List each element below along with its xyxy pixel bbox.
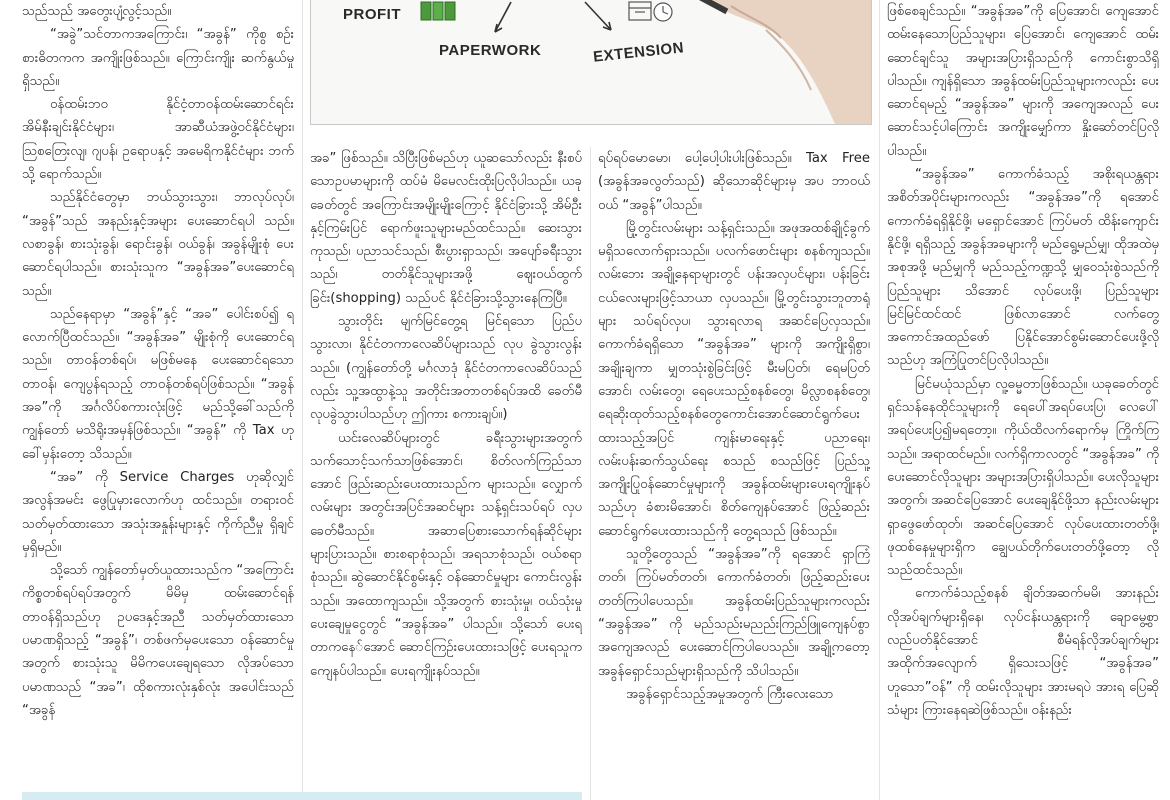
label-extension: EXTENSION <box>592 39 685 66</box>
label-paperwork: PAPERWORK <box>439 42 542 59</box>
column-divider <box>302 0 303 800</box>
paragraph: ဖြစ်စေချင်သည်။ “အခွန်အခ”ကို ပြေအောင်၊ ကျေအောင် ထမ်းနေသောပြည်သူများ၊ ပြေအောင်၊ ကျေအောင် ထမ်းဆောင်ချင်သူ အများအပြားရှိသည်ကို ကောင်းစွာသိရှိပါသည်။ ကျန်ရှိသော အခွန်ထမ်းပြည်သူများကလည်း ပေးဆောင်ရမည့် “အခွန်အခ” များကို အကျေအလည် ပေးဆောင်သင့်ပါကြောင်း အကျိုးမျှော်ကာ နှိုးဆော်တင်ပြလိုပါသည်။ <box>887 4 1159 159</box>
paragraph: မြင်မယုံသည်မှာ လူ့ဓမ္မတာဖြစ်သည်။ ယခုခေတ်တွင် ရှင်သန်နေထိုင်သူများကို ရေပေါ်အရပ်ပေးပြ၊ လေပေါ်အရပ်ပေးပြ၍မရတော့။ ကိုယ်ထိလက်ရောက်မှ ကြိုက်ကြသည်။ အရာထင်မည်။ လက်ရှိကာလတွင် “အခွန်အခ” ကို ပေးဆောင်လိုသူများ အများအပြားရှိပါသည်။ ပေးလိုသူများ အတွက်၊ အဆင်ပြေအောင် ပေးချေနိုင်ဖို့သာ နည်းလမ်းများ ရှာဖွေဖော်ထုတ်၊ အဆင်ပြေအောင် လုပ်ပေးထားတတ်ဖို့၊ ဖုထစ်နေမှုများရှိက ချွေပယ်တိုက်ပေးတတ်ဖို့တော့ လိုသည်ထင်သည်။ <box>887 376 1159 579</box>
paragraph: သည်သည် အတွေးပျံ့လွင့်သည်။ <box>22 4 172 19</box>
column-divider <box>879 0 880 800</box>
arrow-icon <box>495 2 611 32</box>
paragraph: သည်နိုင်ငံတွေမှာ ဘယ်သွားသွား၊ ဘာလုပ်လုပ်၊ “အခွန်”သည် အနည်းနှင့်အများ ပေးဆောင်ရပါ သည်။ လစာခွန်၊ စားသုံးခွန်၊ ရောင်းခွန်၊ ဝယ်ခွန်၊ အခွန်မျိုးစုံ ပေးဆောင်ရပါသည်။ စားသုံးသူက “အခွန်အခ”ပေးဆောင်ရသည်။ <box>22 190 294 299</box>
caption-bar <box>22 792 582 800</box>
paragraph: အခွန်ရှောင်သည့်အမှုအတွက် ကြီးလေးသော <box>626 686 834 702</box>
money-icon <box>421 2 455 20</box>
paragraph: သွားတိုင်း မျက်မြင်တွေ့ရ မြင်ရသော ပြည်ပသွားလာ၊ နိုင်ငံတကာလေဆိပ်များသည် လုပ ခွဲသွားလွန်းသည်။ (ကျွန်တော်တို့ မင်္ဂလာဒုံ နိုင်ငံတကာလေဆိပ်သည်လည်း သူ့အထွာနဲ့သူ အတိုင်းအတာတစ်ရပ်အထိ ခေတ်မီလုပခွဲသွားပါသည်ဟု ဤကား စကားချပ်။) <box>310 314 582 423</box>
paragraph: မြို့တွင်းလမ်းများ သန့်ရှင်းသည်။ အဖုအထစ်ချိုင့်ခွက် မရှိသလောက်ရှားသည်။ ပလက်ဖောင်းများ စနစ်ကျသည်။ လမ်းဘေး အချို့နေရာများတွင် ပန်းအလှပင်များ၊ ပန်းခြင်းငယ်လေးများဖြင့်သာယာ လှပသည်။ မြို့တွင်းသွားဘူတာရုံများ သပ်ရပ်လှပ၊ သွားရလာရ အဆင်ပြေလှသည်။ ကောက်ခံရရှိသော “အခွန်အခ” များကို အကျိုးရှိစွာ၊ အချိုးချကာ မျှတသုံးစွဲခြင်းဖြင့် မီးမပြတ်၊ ရေမပြတ်အောင်၊ လမ်းတွေ၊ ရေပေးသည့်စနစ်တွေ၊ မိလ္လာစနစ်တွေ၊ ရေဆိုးထုတ်သည့်စနစ်တွေကောင်းအောင်ဆောင်ရွက်ပေးထားသည့်အပြင် ကျန်းမာရေးနှင့် ပညာရေး၊ လမ်းပန်းဆက်သွယ်ရေး စသည် စသည်ဖြင့် ပြည်သူ့အကျိုးပြုဝန်ဆောင်မှုများကို အခွန်ထမ်းများပေးရကျိုးနပ်သည်ဟု ခံစားမိအောင်၊ စိတ်ကျေနပ်အောင် ဖြည့်ဆည်းဆောင်ရွက်ပေးထားသည်ကို တွေ့ရသည် ဖြစ်သည်။ <box>598 220 870 539</box>
paragraph: ယင်းလေဆိပ်များတွင် ခရီးသွားများအတွက် သက်သောင့်သက်သာဖြစ်အောင်၊ စိတ်လက်ကြည်သာအောင် ဖြည်းဆည်းပေးထားသည်က များသည်။ လျှောက်လမ်းများ အတွင်းအပြင်အဆင်များ သန့်ရှင်းသပ်ရပ် လှပ ခေတ်မီသည်။ အဆာပြေစားသောက်ရန်ဆိုင်များ များပြားသည်။ စားစရာစုံသည်၊ အရသာစုံသည်၊ ဝယ်စရာစုံသည်။ ဆွဲဆောင်နိုင်စွမ်းနှင့် ဝန်ဆောင်မှုများ ကောင်းလွန်းသည်။ အထောကျသည်။ သို့အတွက် စားသုံးမှု၊ ဝယ်သုံးမှု ပေးချေမှုငွေတွင် “အခွန်အခ” ပါသည်။ သို့သော် ပေးရတာကနေ်အောင် ဆောင်ကြဉ်းပေးထားသဖြင့် ပေးရသူက ကျေနပ်ပါသည်။ ပေးရကျိုးနပ်သည်။ <box>310 430 582 679</box>
paragraph: “အခွဲ”သင်တာကအကြောင်း၊ “အခွန်” ကိုစွ စဉ်းစားဓိတကက အကျိုးဖြစ်သည်။ ကြောင်းကျိုး ဆက်နွယ်မှုရှိသည်။ <box>22 27 294 89</box>
article-column-4 <box>887 0 1159 800</box>
paragraph: ဝန်ထမ်းဘဝ နိုင်ငံ့တာဝန်ထမ်းဆောင်ရင်း အိမ်နီးချင်းနိုင်ငံများ၊ အာဆီယံအဖွဲ့ဝင်နိုင်ငံများ၊ ဩစတြေးလျ၊ ဂျပန်၊ ဥရောပနှင့် အမေရိကနိုင်ငံများ ဘက်သို့ ရောက်သည်။ <box>22 97 294 183</box>
article-column-3 <box>598 147 870 800</box>
column-divider <box>590 147 591 800</box>
article-column-2 <box>310 147 582 800</box>
paragraph: ကောက်ခံသည့်စနစ် ချိတ်အဆက်မမိ၊ အားနည်းလိုအပ်ချက်များရှိနေ၊ လုပ်ငန်းယန္တရားကို ချောမွေ့စွာ လည်ပတ်နိုင်အောင် စီမံရန်လိုအပ်ချက်များ အထိုက်အလျောက် ရှိသေးသဖြင့် “အခွန်အခ” ဟူသော”ဝန်” ကို ထမ်းလိုသူများ အားမရပဲ အားရ ပြေဆိုသံများ ကြားနေရဆဲဖြစ်သည်။ ဝန်းနည်း <box>887 586 1159 718</box>
paragraph: သို့သော် ကျွန်တော်မှတ်ယူထားသည်က “အကြောင်းကိစ္စတစ်ရပ်ရပ်အတွက် မိမိမှ ထမ်းဆောင်ရန် တာဝန်ရှိသည်ဟု ဥပဒေနှင့်အညီ သတ်မှတ်ထားသောပမာဏရှိသည့် “အခွန်”၊ တစ်ဖက်မှပေးသော ဝန်ဆောင်မှုအတွက် စားသုံးသူ မိမိကပေးချေရသော လိုအပ်သော ပမာဏသည် “အခ”၊ ထိုစကားလုံးနှစ်လုံး အပေါင်းသည် “အခွန် <box>22 563 294 718</box>
paragraph: ရပ်ရပ်မောမော၊ ပေါ့ပေါ့ပါးပါးဖြစ်သည်။ Tax Free (အခွန်အခလွတ်သည်) ဆိုသောဆိုင်များမှ အပ ဘာဝယ်ဝယ် “အခွန်”ပါသည်။ <box>598 151 870 213</box>
article-illustration <box>310 0 872 125</box>
paragraph: သည်နေရာမှာ “အခွန်”နှင့် “အခ” ပေါင်းစပ်၍ ရလောက်ပြီထင်သည်။ “အခွန်အခ” မျိုးစုံကို ပေးဆောင်ရသည်။ တာဝန်တစ်ရပ်၊ မဖြစ်မနေ ပေးဆောင်ရသောတာဝန်၊ ကျေပွန်ရသည့် တာဝန်တစ်ရပ်ဖြစ်သည်။ “အခွန်အခ”ကို အင်္ဂလိပ်စကားလုံးဖြင့် မည်သို့ခေါ်သည်ကို ကျွန်တော် မသိရိုးအမှန်ဖြစ်သည်။ “အခွန်” ကို Tax ဟု ခေါ်မှန်းတော့ သိသည်။ <box>22 306 294 462</box>
hand-icon <box>695 0 871 124</box>
paragraph: “အခ” ကို Service Charges ဟုဆိုလျှင် အလွန်အမင်း ဖွေပြုမှားလောက်ဟု ထင်သည်။ တရားဝင် သတ်မှတ်ထားသော အသုံးအနှုန်းများနှင့် ကိုက်ညီမှု ရှိချင်မှရှိမည်။ <box>22 469 294 555</box>
paragraph: သူတို့တွေသည် “အခွန်အခ”ကို ရအောင် ရှာကြံတတ်၊ ကြပ်မတ်တတ်၊ ကောက်ခံတတ်၊ ဖြည့်ဆည်းပေးတတ်ကြပါပေသည်။ အခွန်ထမ်းပြည်သူများကလည်း “အခွန်အခ” ကို မည်သည်းမညည်းကြည်ဖြူကျေနပ်စွာ အကျေအလည် ပေးဆောင်ကြပါပေသည်။ အချို့ကတော့ အခွန်ရှောင်သည်များရှိသည်ကို သိပါသည်။ <box>598 547 870 679</box>
paragraph: “အခွန်အခ” ကောက်ခံသည့် အစိုးရယန္တရားအစိတ်အပိုင်းများကလည်း “အခွန်အခ”ကို ရအောင် ကောက်ခံရရှိနိုင်ဖို့၊ မရှောင်အောင် ကြပ်မတ် ထိန်းကျောင်းနိုင်ဖို့၊ ရရှိသည့် အခွန်အခများကို မည်ရွေ့မည်မျှ၊ ထိုအထဲမှ အစုအဖို့ မည်မျှကို မည်သည့်ကဏ္ဍသို့ မျှဝေသုံးစွဲသည်ကို ပြည်သူများ သိအောင် လုပ်ပေးဖို့၊ ပြည်သူများ မြင်မြင်ထင်ထင် ဖြစ်လာအောင် လက်တွေ့အကောင်အထည်ဖော် ပြနိုင်အောင်စွမ်းဆောင်ပေးဖို့လိုသည်ဟု အကြံပြုတင်ပြလိုပါသည်။ <box>887 167 1159 369</box>
article-column-1 <box>22 0 294 800</box>
label-profit: PROFIT <box>343 6 401 23</box>
paragraph: အခ” ဖြစ်သည်။ သိပြီးဖြစ်မည်ဟု ယူဆသော်လည်း နီးစပ်သောဥပမာများကို ထပ်မံ မိမေလင်းထိုးပြလိုပါသည်။ ယခုခေတ်တွင် အကြောင်းအမျိုးမျိုးကြောင့် နိုင်ငံခြားသို့ အိမ်ဦးနှင့်ကြမ်းပြင် ရောက်ဖူးသူများမည်ထင်သည်။ ဆေးသွားကုသည်၊ ပညာသင်သည်၊ စီးပွားရှာသည်၊ အပျော်ခရီးသွားသည်၊ တတ်နိုင်သူများအဖို့ ဈေးဝယ်ထွက်ခြင်း(shopping) သည်ပင် နိုင်ငံခြားသို့သွားနေကြပြီ။ <box>310 151 582 306</box>
calendar-clock-icon <box>629 2 672 21</box>
